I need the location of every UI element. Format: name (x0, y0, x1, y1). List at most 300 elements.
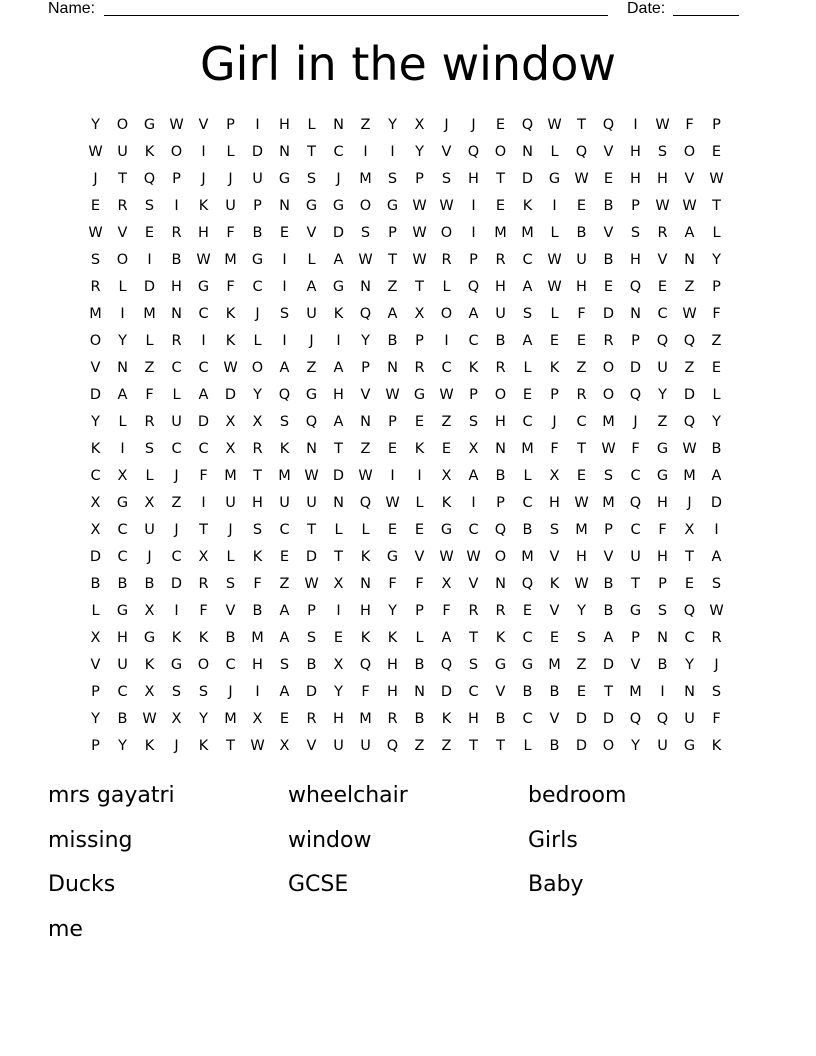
grid-letter[interactable]: O (683, 144, 696, 160)
grid-letter[interactable]: P (388, 225, 397, 241)
grid-letter[interactable]: R (117, 198, 128, 214)
grid-letter[interactable]: J (174, 738, 179, 754)
grid-letter[interactable]: W (601, 441, 616, 457)
grid-letter[interactable]: R (495, 360, 506, 376)
grid-letter[interactable]: F (145, 387, 154, 403)
grid-letter[interactable]: A (684, 225, 695, 241)
grid-letter[interactable]: Y (685, 657, 694, 673)
grid-letter[interactable]: Q (143, 171, 156, 187)
grid-letter[interactable]: H (387, 657, 398, 673)
grid-letter[interactable]: X (144, 684, 155, 700)
grid-letter[interactable]: T (307, 144, 316, 160)
grid-letter[interactable]: K (225, 333, 236, 349)
grid-letter[interactable]: X (225, 441, 236, 457)
grid-letter[interactable]: M (359, 171, 372, 187)
grid-letter[interactable]: O (170, 144, 183, 160)
grid-letter[interactable]: H (117, 630, 128, 646)
grid-letter[interactable]: U (657, 738, 668, 754)
grid-letter[interactable]: Q (683, 333, 696, 349)
grid-letter[interactable]: H (333, 387, 344, 403)
grid-letter[interactable]: O (116, 117, 129, 133)
grid-letter[interactable]: S (360, 225, 371, 241)
grid-letter[interactable]: I (471, 198, 476, 214)
grid-letter[interactable]: E (603, 279, 614, 295)
grid-letter[interactable]: G (305, 387, 318, 403)
grid-letter[interactable]: I (552, 198, 557, 214)
grid-letter[interactable]: I (174, 198, 179, 214)
grid-letter[interactable]: M (602, 495, 615, 511)
grid-letter[interactable]: P (658, 576, 667, 592)
grid-letter[interactable]: U (576, 252, 587, 268)
grid-letter[interactable]: X (117, 468, 128, 484)
grid-letter[interactable]: A (603, 630, 614, 646)
grid-letter[interactable]: N (414, 684, 425, 700)
grid-letter[interactable]: I (120, 441, 125, 457)
grid-letter[interactable]: N (333, 495, 344, 511)
grid-letter[interactable]: D (683, 387, 696, 403)
grid-letter[interactable]: A (468, 468, 479, 484)
grid-letter[interactable]: X (198, 549, 209, 565)
grid-letter[interactable]: E (549, 630, 560, 646)
grid-letter[interactable]: C (468, 522, 479, 538)
grid-letter[interactable]: Y (388, 117, 397, 133)
grid-letter[interactable]: J (336, 171, 341, 187)
grid-letter[interactable]: P (253, 198, 262, 214)
grid-letter[interactable]: I (417, 468, 422, 484)
grid-letter[interactable]: L (550, 306, 559, 322)
grid-letter[interactable]: V (360, 387, 371, 403)
grid-letter[interactable]: G (521, 657, 534, 673)
grid-letter[interactable]: C (468, 684, 479, 700)
grid-letter[interactable]: M (224, 711, 237, 727)
grid-letter[interactable]: H (576, 549, 587, 565)
grid-letter[interactable]: Y (361, 333, 370, 349)
grid-letter[interactable]: K (549, 360, 560, 376)
grid-letter[interactable]: L (334, 522, 343, 538)
grid-letter[interactable]: F (712, 711, 721, 727)
grid-letter[interactable]: S (387, 171, 398, 187)
grid-letter[interactable]: V (306, 225, 317, 241)
grid-letter[interactable]: W (412, 252, 427, 268)
grid-letter[interactable]: N (360, 414, 371, 430)
grid-letter[interactable]: A (711, 549, 722, 565)
grid-letter[interactable]: V (198, 117, 209, 133)
grid-letter[interactable]: Q (521, 117, 534, 133)
grid-letter[interactable]: W (655, 117, 670, 133)
grid-letter[interactable]: W (574, 495, 589, 511)
grid-letter[interactable]: R (387, 711, 398, 727)
grid-letter[interactable]: P (604, 522, 613, 538)
grid-letter[interactable]: B (144, 576, 155, 592)
grid-letter[interactable]: T (469, 738, 478, 754)
grid-letter[interactable]: L (712, 225, 721, 241)
grid-letter[interactable]: S (468, 657, 479, 673)
grid-letter[interactable]: K (171, 630, 182, 646)
grid-letter[interactable]: E (414, 522, 425, 538)
grid-letter[interactable]: L (118, 279, 127, 295)
grid-letter[interactable]: W (574, 576, 589, 592)
grid-letter[interactable]: B (711, 441, 722, 457)
grid-letter[interactable]: P (631, 630, 640, 646)
grid-letter[interactable]: C (522, 495, 533, 511)
grid-letter[interactable]: C (522, 414, 533, 430)
grid-letter[interactable]: Z (711, 333, 722, 349)
grid-letter[interactable]: W (682, 306, 697, 322)
grid-letter[interactable]: N (279, 144, 290, 160)
grid-letter[interactable]: K (279, 441, 290, 457)
grid-letter[interactable]: Z (441, 414, 452, 430)
grid-letter[interactable]: W (412, 198, 427, 214)
grid-letter[interactable]: B (522, 522, 533, 538)
grid-letter[interactable]: P (469, 387, 478, 403)
grid-letter[interactable]: B (603, 198, 614, 214)
grid-letter[interactable]: I (255, 117, 260, 133)
grid-letter[interactable]: S (279, 306, 290, 322)
grid-letter[interactable]: K (495, 630, 506, 646)
grid-letter[interactable]: K (198, 198, 209, 214)
grid-letter[interactable]: S (711, 576, 722, 592)
grid-letter[interactable]: B (225, 630, 236, 646)
grid-letter[interactable]: E (279, 549, 290, 565)
grid-letter[interactable]: D (224, 387, 237, 403)
grid-letter[interactable]: P (496, 495, 505, 511)
grid-letter[interactable]: N (306, 441, 317, 457)
grid-letter[interactable]: B (252, 603, 263, 619)
grid-letter[interactable]: O (251, 360, 264, 376)
grid-letter[interactable]: L (550, 225, 559, 241)
grid-letter[interactable]: H (576, 279, 587, 295)
grid-letter[interactable]: I (147, 252, 152, 268)
grid-letter[interactable]: O (494, 549, 507, 565)
grid-letter[interactable]: K (144, 144, 155, 160)
grid-letter[interactable]: X (252, 711, 263, 727)
grid-letter[interactable]: J (471, 117, 476, 133)
grid-letter[interactable]: B (522, 684, 533, 700)
grid-letter[interactable]: U (117, 657, 128, 673)
grid-letter[interactable]: D (440, 684, 453, 700)
grid-letter[interactable]: H (468, 171, 479, 187)
grid-letter[interactable]: X (441, 576, 452, 592)
grid-letter[interactable]: T (118, 171, 127, 187)
grid-letter[interactable]: W (682, 441, 697, 457)
grid-letter[interactable]: V (90, 657, 101, 673)
grid-letter[interactable]: G (656, 441, 669, 457)
grid-letter[interactable]: K (144, 738, 155, 754)
grid-letter[interactable]: D (710, 495, 723, 511)
grid-letter[interactable]: M (521, 549, 534, 565)
grid-letter[interactable]: Z (144, 360, 155, 376)
grid-letter[interactable]: J (309, 333, 314, 349)
grid-letter[interactable]: C (171, 360, 182, 376)
grid-letter[interactable]: G (629, 603, 642, 619)
grid-letter[interactable]: F (388, 576, 397, 592)
grid-letter[interactable]: F (631, 441, 640, 457)
grid-letter[interactable]: H (252, 657, 263, 673)
grid-letter[interactable]: E (711, 360, 722, 376)
grid-letter[interactable]: G (197, 279, 210, 295)
grid-letter[interactable]: H (198, 225, 209, 241)
grid-letter[interactable]: C (225, 657, 236, 673)
grid-letter[interactable]: S (198, 684, 209, 700)
grid-letter[interactable]: Y (415, 144, 424, 160)
grid-letter[interactable]: C (279, 522, 290, 538)
grid-letter[interactable]: W (682, 198, 697, 214)
grid-letter[interactable]: I (471, 225, 476, 241)
grid-letter[interactable]: H (657, 171, 668, 187)
grid-letter[interactable]: G (170, 657, 183, 673)
grid-letter[interactable]: D (521, 171, 534, 187)
grid-letter[interactable]: U (630, 549, 641, 565)
grid-letter[interactable]: S (252, 522, 263, 538)
grid-letter[interactable]: O (602, 738, 615, 754)
grid-letter[interactable]: I (282, 252, 287, 268)
grid-letter[interactable]: Y (658, 387, 667, 403)
grid-letter[interactable]: E (90, 198, 101, 214)
grid-letter[interactable]: W (385, 387, 400, 403)
grid-letter[interactable]: L (226, 549, 235, 565)
grid-letter[interactable]: D (602, 657, 615, 673)
grid-letter[interactable]: J (255, 306, 260, 322)
grid-letter[interactable]: R (495, 603, 506, 619)
name-blank-line[interactable] (104, 15, 608, 16)
grid-letter[interactable]: V (306, 738, 317, 754)
grid-letter[interactable]: S (306, 630, 317, 646)
grid-letter[interactable]: A (198, 387, 209, 403)
grid-letter[interactable]: N (630, 306, 641, 322)
grid-letter[interactable]: O (602, 360, 615, 376)
grid-letter[interactable]: Z (414, 738, 425, 754)
grid-letter[interactable]: C (333, 144, 344, 160)
grid-letter[interactable]: R (495, 252, 506, 268)
grid-letter[interactable]: E (549, 333, 560, 349)
grid-letter[interactable]: X (279, 738, 290, 754)
grid-letter[interactable]: T (685, 549, 694, 565)
grid-letter[interactable]: T (712, 198, 721, 214)
grid-letter[interactable]: K (441, 711, 452, 727)
grid-letter[interactable]: C (630, 522, 641, 538)
grid-letter[interactable]: S (522, 306, 533, 322)
grid-letter[interactable]: D (305, 684, 318, 700)
grid-letter[interactable]: M (629, 684, 642, 700)
grid-letter[interactable]: Y (199, 711, 208, 727)
grid-letter[interactable]: O (359, 198, 372, 214)
grid-letter[interactable]: G (143, 630, 156, 646)
grid-letter[interactable]: R (90, 279, 101, 295)
grid-letter[interactable]: X (333, 576, 344, 592)
grid-letter[interactable]: F (226, 279, 235, 295)
grid-letter[interactable]: X (414, 306, 425, 322)
grid-letter[interactable]: D (332, 468, 345, 484)
grid-letter[interactable]: H (657, 549, 668, 565)
grid-letter[interactable]: Y (334, 684, 343, 700)
grid-letter[interactable]: W (709, 171, 724, 187)
grid-letter[interactable]: J (228, 522, 233, 538)
grid-letter[interactable]: O (440, 306, 453, 322)
grid-letter[interactable]: T (577, 117, 586, 133)
grid-letter[interactable]: N (495, 441, 506, 457)
grid-letter[interactable]: N (522, 144, 533, 160)
grid-letter[interactable]: A (333, 252, 344, 268)
grid-letter[interactable]: A (117, 387, 128, 403)
grid-letter[interactable]: E (684, 576, 695, 592)
grid-letter[interactable]: I (201, 144, 206, 160)
grid-letter[interactable]: I (363, 144, 368, 160)
grid-letter[interactable]: Q (575, 144, 588, 160)
grid-letter[interactable]: T (469, 630, 478, 646)
grid-letter[interactable]: W (169, 117, 184, 133)
grid-letter[interactable]: Q (278, 387, 291, 403)
grid-letter[interactable]: B (576, 225, 587, 241)
grid-letter[interactable]: Q (683, 414, 696, 430)
grid-letter[interactable]: S (468, 414, 479, 430)
grid-letter[interactable]: H (657, 495, 668, 511)
grid-letter[interactable]: K (90, 441, 101, 457)
grid-letter[interactable]: T (415, 279, 424, 295)
grid-letter[interactable]: J (174, 522, 179, 538)
grid-letter[interactable]: A (279, 603, 290, 619)
grid-letter[interactable]: J (552, 414, 557, 430)
grid-letter[interactable]: U (684, 711, 695, 727)
grid-letter[interactable]: D (575, 711, 588, 727)
grid-letter[interactable]: X (441, 468, 452, 484)
grid-letter[interactable]: L (361, 522, 370, 538)
grid-letter[interactable]: Y (388, 603, 397, 619)
grid-letter[interactable]: I (471, 495, 476, 511)
grid-letter[interactable]: E (603, 171, 614, 187)
grid-letter[interactable]: L (307, 252, 316, 268)
grid-letter[interactable]: D (89, 387, 102, 403)
grid-letter[interactable]: W (439, 387, 454, 403)
grid-letter[interactable]: D (197, 414, 210, 430)
grid-letter[interactable]: B (306, 657, 317, 673)
grid-letter[interactable]: Q (386, 738, 399, 754)
grid-letter[interactable]: V (603, 144, 614, 160)
grid-letter[interactable]: N (495, 576, 506, 592)
grid-letter[interactable]: B (414, 657, 425, 673)
grid-letter[interactable]: A (333, 360, 344, 376)
grid-letter[interactable]: I (660, 684, 665, 700)
grid-letter[interactable]: Q (629, 279, 642, 295)
grid-letter[interactable]: Q (683, 603, 696, 619)
grid-letter[interactable]: L (415, 495, 424, 511)
grid-letter[interactable]: W (439, 549, 454, 565)
grid-letter[interactable]: M (89, 306, 102, 322)
grid-letter[interactable]: J (201, 171, 206, 187)
grid-letter[interactable]: A (333, 414, 344, 430)
grid-letter[interactable]: X (171, 711, 182, 727)
grid-letter[interactable]: M (602, 414, 615, 430)
grid-letter[interactable]: L (91, 603, 100, 619)
grid-letter[interactable]: P (172, 171, 181, 187)
grid-letter[interactable]: L (550, 144, 559, 160)
grid-letter[interactable]: J (147, 549, 152, 565)
grid-letter[interactable]: L (712, 387, 721, 403)
grid-letter[interactable]: Z (657, 414, 668, 430)
grid-letter[interactable]: G (332, 198, 345, 214)
grid-letter[interactable]: W (655, 198, 670, 214)
grid-letter[interactable]: M (359, 711, 372, 727)
grid-letter[interactable]: T (199, 522, 208, 538)
grid-letter[interactable]: P (631, 198, 640, 214)
grid-letter[interactable]: E (333, 630, 344, 646)
grid-letter[interactable]: Z (279, 576, 290, 592)
grid-letter[interactable]: C (198, 441, 209, 457)
grid-letter[interactable]: Y (91, 711, 100, 727)
grid-letter[interactable]: P (388, 414, 397, 430)
grid-letter[interactable]: G (494, 657, 507, 673)
grid-letter[interactable]: D (575, 738, 588, 754)
grid-letter[interactable]: G (116, 603, 129, 619)
grid-letter[interactable]: G (116, 495, 129, 511)
grid-letter[interactable]: D (629, 360, 642, 376)
grid-letter[interactable]: V (414, 549, 425, 565)
grid-letter[interactable]: X (252, 414, 263, 430)
grid-letter[interactable]: K (333, 306, 344, 322)
grid-letter[interactable]: Q (305, 414, 318, 430)
grid-letter[interactable]: B (603, 252, 614, 268)
grid-letter[interactable]: A (711, 468, 722, 484)
grid-letter[interactable]: B (549, 738, 560, 754)
grid-letter[interactable]: E (576, 468, 587, 484)
grid-letter[interactable]: K (198, 738, 209, 754)
grid-letter[interactable]: T (253, 468, 262, 484)
grid-letter[interactable]: L (226, 144, 235, 160)
grid-letter[interactable]: C (630, 468, 641, 484)
grid-letter[interactable]: U (306, 495, 317, 511)
grid-letter[interactable]: W (709, 603, 724, 619)
grid-letter[interactable]: Z (171, 495, 182, 511)
grid-letter[interactable]: Q (359, 306, 372, 322)
grid-letter[interactable]: U (252, 171, 263, 187)
grid-letter[interactable]: I (714, 522, 719, 538)
grid-letter[interactable]: G (386, 198, 399, 214)
grid-letter[interactable]: K (522, 198, 533, 214)
grid-letter[interactable]: M (575, 522, 588, 538)
grid-letter[interactable]: U (279, 495, 290, 511)
grid-letter[interactable]: I (390, 144, 395, 160)
grid-letter[interactable]: X (333, 657, 344, 673)
grid-letter[interactable]: X (90, 495, 101, 511)
grid-letter[interactable]: A (279, 630, 290, 646)
grid-letter[interactable]: I (444, 333, 449, 349)
grid-letter[interactable]: J (444, 117, 449, 133)
grid-letter[interactable]: W (385, 495, 400, 511)
grid-letter[interactable]: P (712, 279, 721, 295)
grid-letter[interactable]: L (442, 279, 451, 295)
grid-letter[interactable]: B (495, 468, 506, 484)
grid-letter[interactable]: F (361, 684, 370, 700)
grid-letter[interactable]: A (441, 630, 452, 646)
grid-letter[interactable]: M (521, 441, 534, 457)
grid-letter[interactable]: V (630, 657, 641, 673)
grid-letter[interactable]: C (522, 711, 533, 727)
grid-letter[interactable]: H (387, 684, 398, 700)
grid-letter[interactable]: B (549, 684, 560, 700)
grid-letter[interactable]: A (306, 279, 317, 295)
grid-letter[interactable]: L (145, 333, 154, 349)
grid-letter[interactable]: K (549, 576, 560, 592)
grid-letter[interactable]: E (711, 144, 722, 160)
grid-letter[interactable]: U (495, 306, 506, 322)
grid-letter[interactable]: E (279, 711, 290, 727)
grid-letter[interactable]: W (304, 468, 319, 484)
grid-letter[interactable]: U (144, 522, 155, 538)
grid-letter[interactable]: T (496, 171, 505, 187)
grid-letter[interactable]: S (279, 414, 290, 430)
grid-letter[interactable]: I (201, 333, 206, 349)
grid-letter[interactable]: M (521, 225, 534, 241)
grid-letter[interactable]: B (495, 711, 506, 727)
